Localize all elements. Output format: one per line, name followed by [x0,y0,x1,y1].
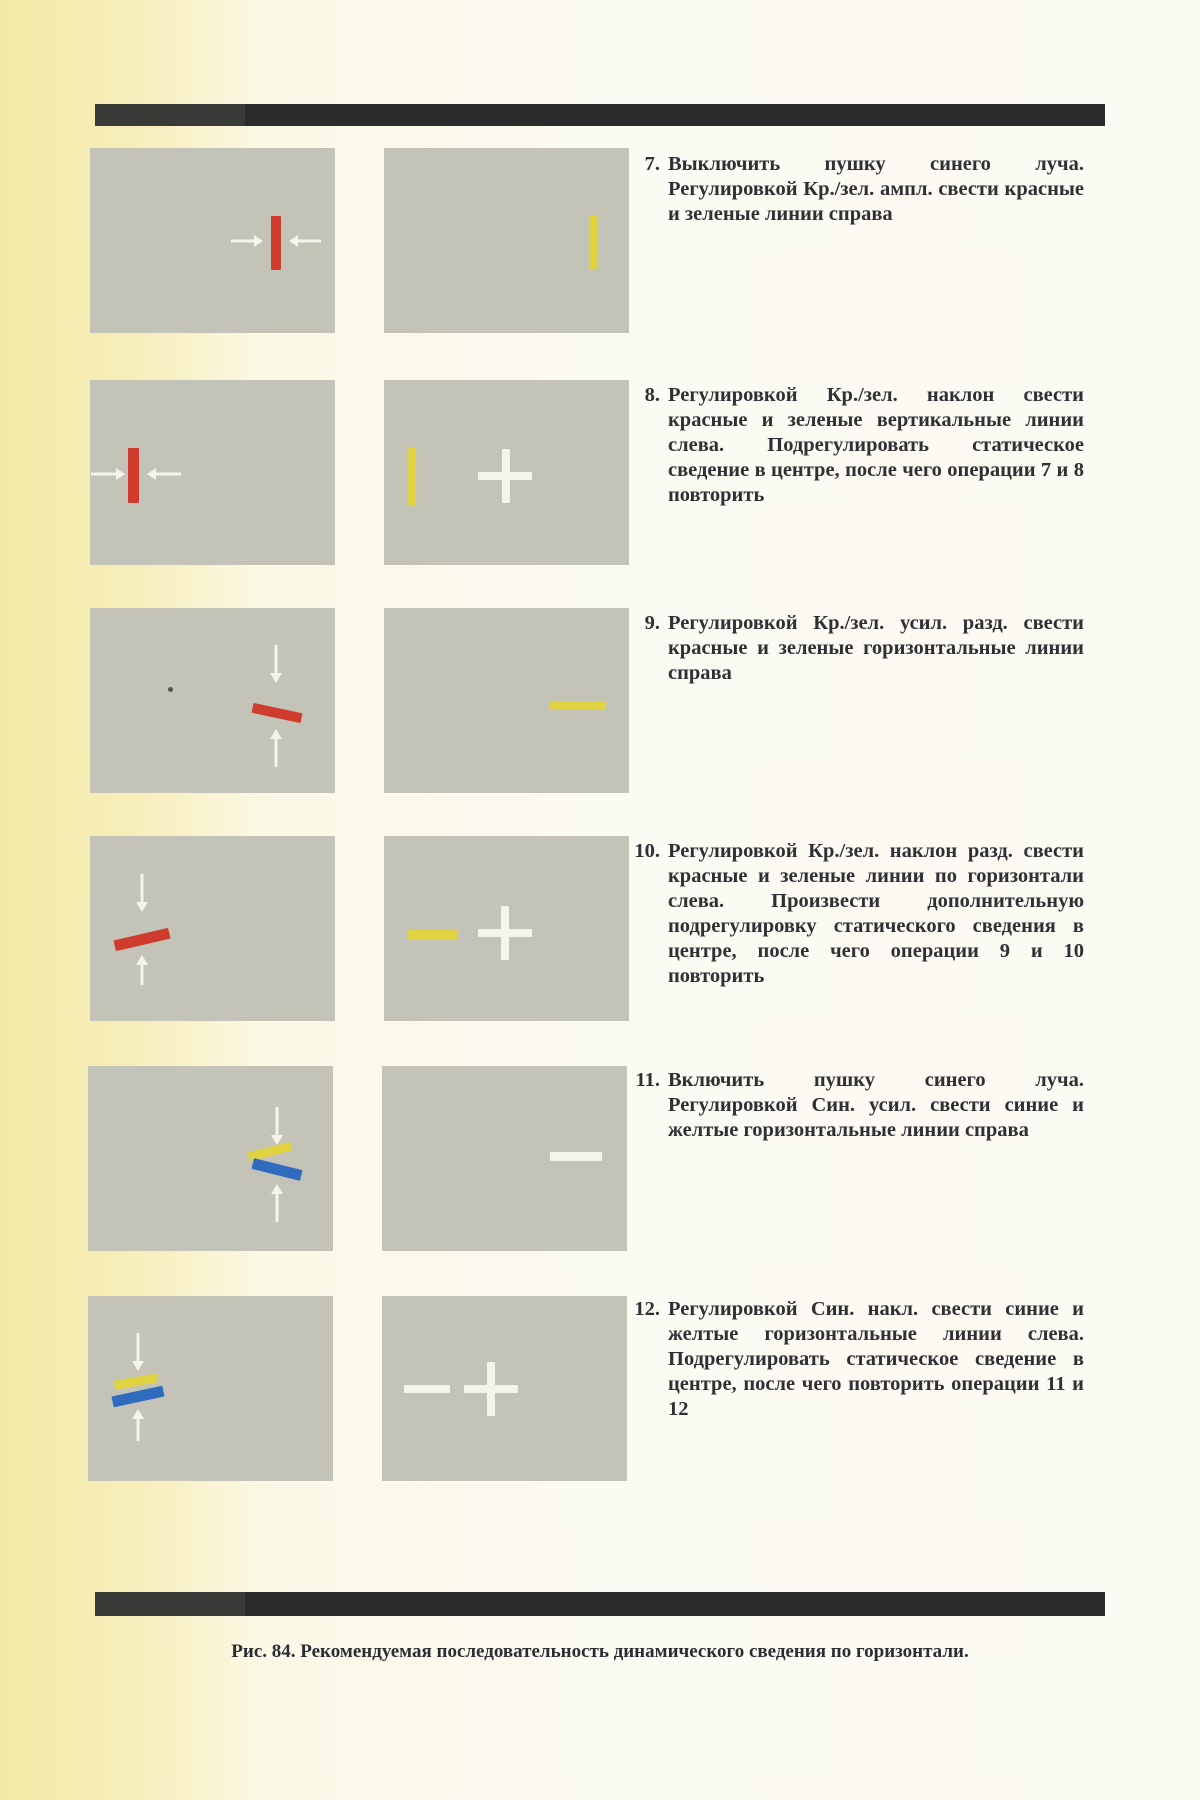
figure-caption: Рис. 84. Рекомендуемая последовательность динамического сведения по горизонтали. [231,1641,969,1662]
arrow-right-icon [230,233,264,249]
arrow-right-icon [90,466,126,482]
step-12 [634,1297,1084,1422]
panel-7-after [384,148,629,333]
arrow-left-icon [146,466,182,482]
white-cross-vertical [487,1362,495,1416]
arrow-left-icon [288,233,322,249]
arrow-down-icon [269,1106,285,1146]
panel-11-after [382,1066,627,1251]
panel-10-after [384,836,629,1021]
white-horizontal-line [550,1152,602,1161]
step-10 [634,839,1084,989]
yellow-vertical-line [589,215,597,269]
red-vertical-line [271,216,281,270]
panel-12-after [382,1296,627,1481]
panel-11-before [88,1066,333,1251]
step-number: 8. [644,384,660,406]
red-vertical-line [128,448,139,503]
step-8 [644,383,1084,508]
step-number: 11. [635,1069,660,1091]
step-9 [644,611,1084,686]
step-text: Регулировкой Кр./зел. усил. разд. свести красные и зеленые горизонтальные линии справа [668,612,1084,684]
blue-tilted-line [251,1158,302,1181]
panel-8-after [384,380,629,565]
panel-10-before [90,836,335,1021]
white-horizontal-line [404,1385,450,1393]
arrow-down-icon [134,873,150,913]
bottom-rule [95,1592,1105,1616]
red-tilted-line [252,703,303,723]
step-number: 7. [644,153,660,175]
white-cross-vertical [501,906,509,960]
arrow-up-icon [269,1183,285,1223]
speck [168,687,173,692]
step-number: 10. [634,840,660,862]
yellow-vertical-line [408,448,416,506]
step-text: Регулировкой Кр./зел. наклон разд. свести красные и зеленые линии по горизонтали слева. Произвести дополнительную подрегулировку статического сведения в центре, после чего операции 9 и 10 повторить [668,840,1084,987]
panel-8-before [90,380,335,565]
step-text: Регулировкой Кр./зел. наклон свести красные и зеленые вертикальные линии слева. Подрегулировать статическое сведение в центре, после чего операции 7 и 8 повторить [668,384,1084,506]
step-number: 12. [634,1298,660,1320]
arrow-up-icon [134,954,150,986]
arrow-down-icon [268,644,284,684]
step-11 [635,1068,1084,1143]
arrow-up-icon [268,728,284,768]
arrow-up-icon [130,1408,146,1442]
step-number: 9. [644,612,660,634]
panel-7-before [90,148,335,333]
yellow-horizontal-line [550,702,606,710]
arrow-down-icon [130,1332,146,1372]
red-tilted-line [113,928,170,951]
panel-12-before [88,1296,333,1481]
panel-9-after [384,608,629,793]
panel-9-before [90,608,335,793]
step-text: Включить пушку синего луча. Регулировкой Син. усил. свести синие и желтые горизонтальные линии справа [668,1069,1084,1141]
top-rule [95,104,1105,126]
yellow-horizontal-line [408,930,458,939]
white-cross-vertical [502,449,510,503]
step-text: Регулировкой Син. накл. свести синие и желтые горизонтальные линии слева. Подрегулировать статическое сведение в центре, после чего повторить операции 11 и 12 [668,1298,1084,1420]
step-7 [644,152,1084,227]
step-text: Выключить пушку синего луча. Регулировкой Кр./зел. ампл. свести красные и зеленые линии справа [668,153,1084,225]
